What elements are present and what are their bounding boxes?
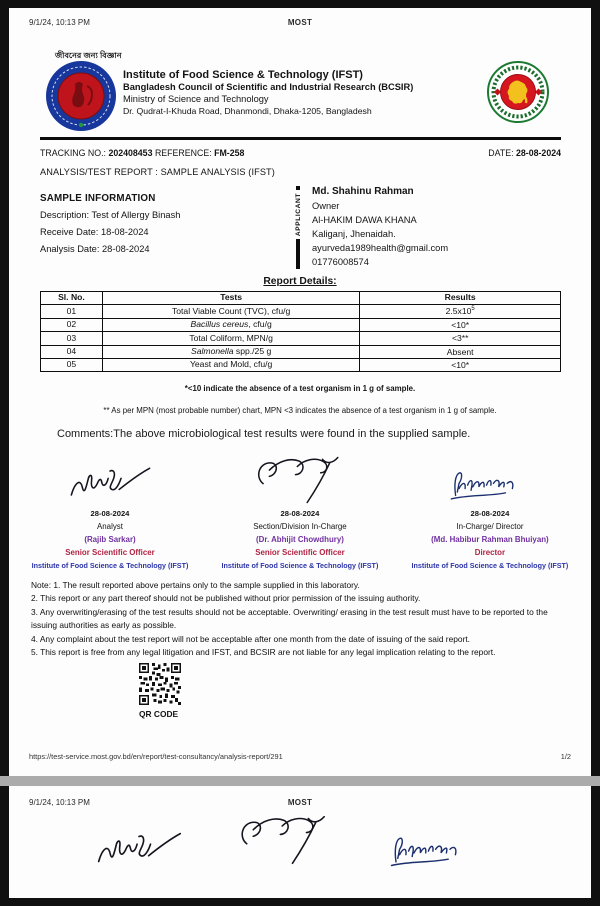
signatory-title: Director	[474, 548, 506, 557]
date-value: 28-08-2024	[516, 148, 561, 158]
test-name: , cfu/g	[248, 319, 272, 330]
table-header-row	[41, 292, 561, 305]
result-exponent: 5	[471, 306, 475, 313]
cell-sl: 01	[41, 305, 103, 318]
bangladesh-govt-logo-icon	[486, 60, 550, 124]
report-details-title: Report Details:	[263, 276, 337, 287]
print-site-title: MOST	[287, 18, 313, 27]
signatory-org: Institute of Food Science & Technology (IFST)	[221, 561, 379, 570]
signatory-role: Section/Division In-Charge	[253, 522, 347, 531]
test-name: Total Viable Count (TVC), cfu/g	[171, 305, 291, 316]
signatory-org: Institute of Food Science & Technology (IFST)	[411, 561, 569, 570]
institute-name: Institute of Food Science & Technology (IFST)	[123, 69, 363, 81]
applicant-label: APPLICANT	[294, 193, 302, 237]
table-footnote-2: ** As per MPN (most probable number) chart, MPN <3 indicates the absence of a test organism in 1 g of sample.	[103, 406, 497, 415]
table-row	[41, 332, 561, 345]
notes-block	[31, 579, 576, 659]
institute-address: Dr. Qudrat-I-Khuda Road, Dhanmondi, Dhaka-1205, Bangladesh	[123, 105, 372, 116]
signatory-name: (Rajib Sarkar)	[84, 535, 136, 544]
test-name: spp./25 g	[233, 346, 272, 357]
ministry-name: Ministry of Science and Technology	[123, 93, 269, 104]
council-name: Bangladesh Council of Scientific and Industrial Research (BCSIR)	[123, 82, 414, 93]
note-line: 4. Any complaint about the test report will not be acceptable after one month from the date of issuing of the said report.	[31, 633, 471, 644]
cell-result	[360, 332, 561, 345]
applicant-company: Al-HAKIM DAWA KHANA	[312, 215, 417, 225]
analyst-signature-icon	[64, 459, 156, 507]
cell-result	[360, 318, 561, 331]
test-name: Yeast and Mold, cfu/g	[189, 359, 273, 370]
test-name: Total Coliform, MPN/g	[189, 332, 273, 343]
table-row	[41, 345, 561, 358]
meta-row	[40, 148, 561, 158]
table-row	[41, 305, 561, 318]
result-value: <10*	[451, 359, 470, 370]
reference-label: REFERENCE:	[154, 148, 212, 158]
sample-analysis-date: Analysis Date: 28-08-2024	[40, 244, 150, 254]
cell-sl: 04	[41, 345, 103, 358]
note-line: 2. This report or any part thereof should not be published without prior permission of the issuing authority.	[31, 593, 421, 604]
signatory-director	[395, 453, 585, 570]
comments-line: Comments:The above microbiological test results were found in the supplied sample.	[57, 428, 471, 440]
report-date	[488, 148, 561, 158]
footer-page-number: 1/2	[560, 752, 571, 761]
signatory-title: Senior Scientific Officer	[255, 548, 345, 557]
note-line: 3. Any overwriting/erasing of the test results should not be acceptable. Overwriting/ erasing in the test result must have to be reported to the issuing authorities as early as possible.	[31, 606, 548, 631]
applicant-role: Owner	[312, 201, 340, 211]
sample-information-block	[40, 190, 180, 258]
sample-description: Description: Test of Allergy Binash	[40, 210, 181, 220]
col-header-results: Results	[360, 292, 561, 305]
sample-info-title: SAMPLE INFORMATION	[40, 193, 156, 204]
institute-header-block	[123, 68, 413, 117]
signatory-org: Institute of Food Science & Technology (IFST)	[31, 561, 189, 570]
page-gap	[0, 776, 600, 786]
signatory-title: Senior Scientific Officer	[65, 548, 155, 557]
report-type-line: ANALYSIS/TEST REPORT : SAMPLE ANALYSIS (IFST)	[40, 167, 275, 177]
signatory-role: In-Charge/ Director	[456, 522, 524, 531]
print-timestamp: 9/1/24, 10:13 PM	[29, 798, 90, 807]
table-row	[41, 318, 561, 331]
table-row	[41, 358, 561, 371]
signatory-incharge	[205, 453, 395, 570]
page2-signature-row	[9, 810, 591, 890]
signatory-analyst	[15, 453, 205, 570]
signature-date: 28-08-2024	[90, 509, 130, 518]
incharge-signature-icon	[248, 453, 352, 507]
table-footnote-1: *<10 indicate the absence of a test organism in 1 g of sample.	[184, 384, 416, 393]
qr-code-icon	[139, 663, 181, 705]
applicant-name: Md. Shahinu Rahman	[312, 186, 414, 197]
bcsir-motto-bengali: জীবনের জন্য বিজ্ঞান	[55, 51, 122, 60]
applicant-rail	[292, 184, 304, 269]
result-value: <10*	[451, 319, 470, 330]
signatory-name: (Md. Habibur Rahman Bhuiyan)	[431, 535, 549, 544]
signature-date: 28-08-2024	[470, 509, 510, 518]
print-footer	[29, 752, 571, 761]
signature-date: 28-08-2024	[280, 509, 320, 518]
test-organism: Salmonella	[191, 346, 234, 357]
note-line: Note: 1. The result reported above pertains only to the sample supplied in this laboratory.	[31, 580, 360, 590]
note-line: 5. This report is free from any legal litigation and IFST, and BCSIR are not liable for any legal implication relating to the report.	[31, 647, 496, 658]
cell-result	[360, 345, 561, 358]
signature-row	[15, 453, 585, 570]
applicant-email: ayurveda1989health@gmail.com	[312, 243, 449, 253]
report-page-2	[9, 786, 591, 898]
result-value: <3**	[451, 333, 469, 344]
applicant-rail-cap	[296, 186, 300, 190]
tracking-label: TRACKING NO.:	[40, 148, 106, 158]
incharge-signature-icon	[231, 812, 339, 868]
cell-test	[102, 318, 359, 331]
cell-result	[360, 358, 561, 371]
cell-sl: 03	[41, 332, 103, 345]
qr-code-label: QR CODE	[139, 709, 179, 719]
tracking-value: 202408453	[108, 148, 153, 158]
cell-test	[102, 345, 359, 358]
qr-code-block	[139, 663, 199, 719]
header-divider	[40, 137, 561, 140]
sample-receive-date: Receive Date: 18-08-2024	[40, 227, 149, 237]
print-timestamp: 9/1/24, 10:13 PM	[29, 18, 90, 27]
applicant-phone: 01776008574	[312, 257, 369, 267]
footer-url: https://test-service.most.gov.bd/en/report/test-consultancy/analysis-report/291	[29, 752, 283, 761]
analyst-signature-icon	[91, 824, 187, 874]
date-label: DATE:	[488, 148, 514, 158]
cell-result	[360, 305, 561, 318]
signatory-name: (Dr. Abhijit Chowdhury)	[256, 535, 344, 544]
result-value: Absent	[446, 346, 474, 357]
test-organism: Bacillus cereus	[190, 319, 249, 330]
cell-test	[102, 332, 359, 345]
applicant-rail-bar	[296, 239, 300, 269]
director-signature-icon	[447, 465, 533, 507]
result-value: 2.5x10	[445, 306, 472, 317]
signatory-role: Analyst	[97, 522, 123, 531]
print-site-title: MOST	[287, 798, 313, 807]
bcsir-logo-icon	[45, 60, 117, 132]
director-signature-icon	[387, 830, 477, 874]
applicant-block	[292, 184, 448, 269]
report-page-1	[9, 8, 591, 776]
cell-test	[102, 305, 359, 318]
applicant-address: Kaliganj, Jhenaidah.	[312, 229, 396, 239]
cell-sl: 05	[41, 358, 103, 371]
cell-test	[102, 358, 359, 371]
col-header-tests: Tests	[102, 292, 359, 305]
reference-value: FM-258	[214, 148, 245, 158]
col-header-slno: Sl. No.	[41, 292, 103, 305]
applicant-details	[312, 184, 448, 269]
results-table	[40, 291, 561, 372]
cell-sl: 02	[41, 318, 103, 331]
